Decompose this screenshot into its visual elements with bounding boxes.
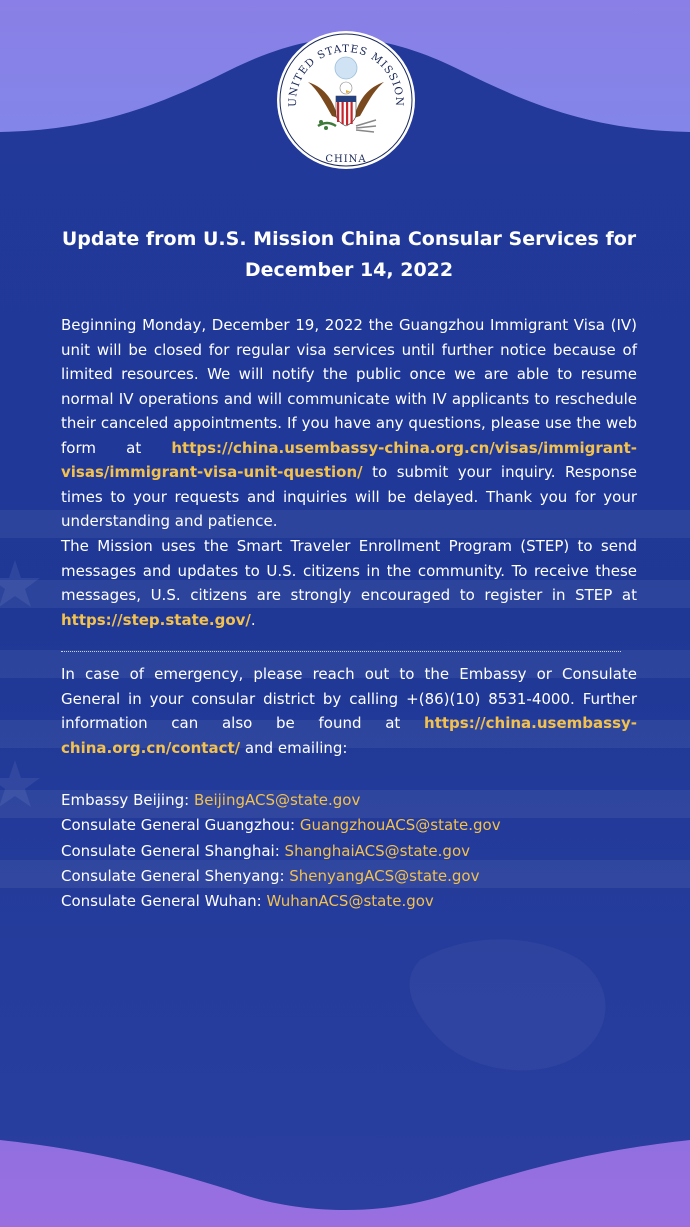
contact-label: Embassy Beijing: <box>61 791 194 809</box>
paragraph-emergency <box>61 662 637 760</box>
contact-item <box>61 813 637 838</box>
immigrant-visa-question-link[interactable]: https://china.usembassy-china.org.cn/visas/immigrant-visas/immigrant-visa-unit-question/ <box>61 438 637 481</box>
paragraph-step <box>61 534 637 632</box>
contact-email-link[interactable]: GuangzhouACS@state.gov <box>299 816 501 835</box>
step-link[interactable]: https://step.state.gov/ <box>61 610 251 629</box>
contact-label: Consulate General Guangzhou: <box>61 816 300 835</box>
paragraph2-text-before: The Mission uses the Smart Traveler Enrollment Program (STEP) to send messages and updates to U.S. citizens in the community. To receive these messages, U.S. citizens are strongly encouraged to register in STEP at <box>61 537 637 604</box>
contact-label: Consulate General Shanghai: <box>61 841 285 860</box>
paragraph1-text-before: Beginning Monday, December 19, 2022 the Guangzhou Immigrant Visa (IV) unit will be closed for regular visa services until further notice because of limited resources. We will notify the public once we are able to resume normal IV operations and will communicate with IV applicants to reschedule their canceled appointments. If you have any questions, please use the web form at <box>61 316 637 457</box>
contact-item <box>61 864 637 889</box>
seal-top-text: UNITED STATES MISSION <box>286 43 406 107</box>
contact-label: Consulate General Shenyang: <box>61 866 290 885</box>
contact-email-link[interactable]: ShenyangACS@state.gov <box>289 866 480 885</box>
contact-email-link[interactable]: ShanghaiACS@state.gov <box>284 841 470 860</box>
contact-list <box>61 788 637 914</box>
contact-item <box>61 839 637 864</box>
seal-bottom-text: CHINA <box>325 154 367 165</box>
contact-item <box>61 889 637 914</box>
contact-email-link[interactable]: WuhanACS@state.gov <box>266 892 434 911</box>
paragraph-iv-unit-closure <box>61 313 637 534</box>
paragraph2-text-after: . <box>250 610 256 629</box>
page-title: Update from U.S. Mission China Consular Services for December 14, 2022 <box>61 228 637 281</box>
paragraph1-text-after: to submit your inquiry. Response times to your requests and inquiries will be delayed. Thank you for your understanding and patience. <box>61 463 637 530</box>
us-mission-seal-icon <box>274 30 418 170</box>
contact-label: Consulate General Wuhan: <box>61 892 267 911</box>
contact-email-link[interactable]: BeijingACS@state.gov <box>193 791 361 809</box>
section-divider <box>61 651 621 652</box>
paragraph3-text-after: and emailing: <box>240 738 348 757</box>
paragraph3-text-before: In case of emergency, please reach out to the Embassy or Consulate General in your consular district by calling +(86)(10) 8531-4000. Further information can also be found at <box>61 665 637 732</box>
contact-item <box>61 788 637 813</box>
contact-link[interactable]: https://china.usembassy-china.org.cn/contact/ <box>61 714 637 757</box>
